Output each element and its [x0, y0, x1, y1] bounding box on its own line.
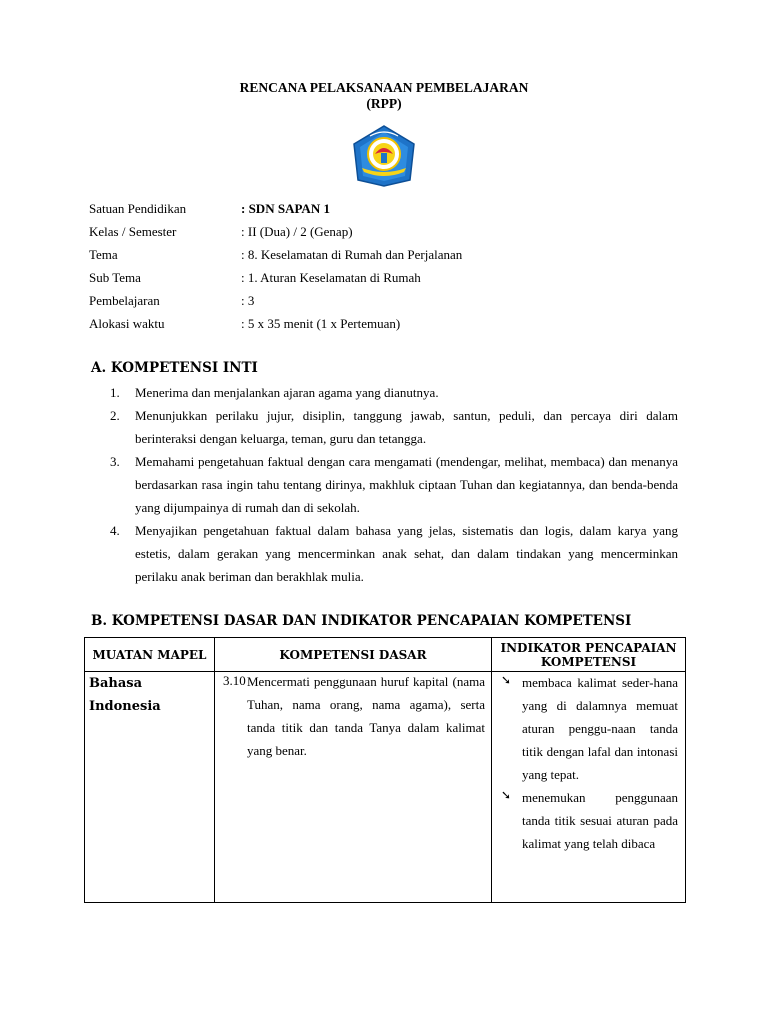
- identity-value: : 1. Aturan Keselamatan di Rumah: [241, 270, 421, 285]
- list-item-number: 1.: [110, 385, 120, 400]
- identity-value: : II (Dua) / 2 (Genap): [241, 224, 353, 239]
- indicator-text: membaca kalimat seder-hana yang di dalamnya memuat aturan penggu-naan tanda titik dengan lafal dan intonasi yang tepat.: [522, 675, 678, 782]
- identity-label: Kelas / Semester: [89, 224, 177, 239]
- document-subtitle: (RPP): [366, 96, 402, 111]
- identity-label: Tema: [89, 247, 118, 262]
- section-b-heading: B. KOMPETENSI DASAR DAN INDIKATOR PENCAPAIAN KOMPETENSI: [91, 613, 632, 629]
- kd-text: Mencermati penggunaan huruf kapital (nama Tuhan, nama orang, nama agama), serta tanda titik dan tanda Tanya dalam kalimat yang benar.: [247, 674, 485, 758]
- document-title: RENCANA PELAKSANAAN PEMBELAJARAN: [239, 80, 529, 95]
- arrow-down-right-icon: ➘: [501, 673, 512, 687]
- kompetensi-dasar-table: [84, 637, 686, 903]
- indikator-cell: [492, 672, 686, 903]
- indicator-item: [493, 786, 684, 855]
- list-item-number: 4.: [110, 523, 120, 538]
- identity-value: : SDN SAPAN 1: [241, 201, 330, 216]
- mapel-cell: Bahasa Indonesia: [85, 672, 215, 903]
- section-a-heading: A. KOMPETENSI INTI: [91, 360, 258, 376]
- identity-label: Sub Tema: [89, 270, 141, 285]
- identity-block: [89, 199, 689, 337]
- identity-label: Satuan Pendidikan: [89, 201, 187, 216]
- arrow-down-right-icon: ➘: [501, 788, 512, 802]
- identity-value: : 5 x 35 menit (1 x Pertemuan): [241, 316, 401, 331]
- list-item: [110, 519, 678, 588]
- table-header-row: [85, 638, 686, 672]
- identity-value: : 3: [241, 293, 255, 308]
- list-item-number: 3.: [110, 454, 120, 469]
- identity-value: : 8. Keselamatan di Rumah dan Perjalanan: [241, 247, 463, 262]
- list-item-text: Memahami pengetahuan faktual dengan cara mengamati (mendengar, melihat, membaca) dan menanya berdasarkan rasa ingin tahu tentang dirinya, makhluk ciptaan Tuhan dan kegiatannya, dan benda-benda yang dijumpainya di rumah dan di sekolah.: [135, 454, 678, 515]
- indicator-item: [493, 671, 684, 786]
- list-item-number: 2.: [110, 408, 120, 423]
- list-item-text: Menunjukkan perilaku jujur, disiplin, tanggung jawab, santun, peduli, dan percaya diri dalam berinteraksi dengan keluarga, teman, guru dan tetangga.: [135, 408, 678, 446]
- identity-label: Pembelajaran: [89, 293, 160, 308]
- list-item-text: Menerima dan menjalankan ajaran agama yang dianutnya.: [135, 385, 439, 400]
- table-row: [85, 672, 686, 903]
- tut-wuri-handayani-logo: [350, 124, 418, 188]
- indicator-text: menemukan penggunaan tanda titik sesuai aturan pada kalimat yang telah dibaca: [522, 790, 678, 851]
- identity-row: [89, 314, 689, 337]
- list-item-text: Menyajikan pengetahuan faktual dalam bahasa yang jelas, sistematis dan logis, dalam karya yang estetis, dalam gerakan yang mencerminkan anak sehat, dan dalam tindakan yang mencerminkan perilaku anak beriman dan berakhlak mulia.: [135, 523, 678, 584]
- identity-row: [89, 291, 689, 314]
- kompetensi-dasar-cell: [215, 672, 492, 903]
- column-header-mapel: MUATAN MAPEL: [85, 638, 215, 672]
- identity-label: Alokasi waktu: [89, 316, 165, 331]
- list-item: [110, 450, 678, 519]
- identity-row: [89, 245, 689, 268]
- list-item: [110, 404, 678, 450]
- kd-number: 3.10: [223, 673, 246, 688]
- identity-row: [89, 222, 689, 245]
- kompetensi-inti-list: [110, 381, 678, 588]
- identity-row: [89, 268, 689, 291]
- list-item: [110, 381, 678, 404]
- identity-row: [89, 199, 689, 222]
- column-header-indikator: INDIKATOR PENCAPAIAN KOMPETENSI: [492, 638, 686, 672]
- column-header-kompetensi-dasar: KOMPETENSI DASAR: [215, 638, 492, 672]
